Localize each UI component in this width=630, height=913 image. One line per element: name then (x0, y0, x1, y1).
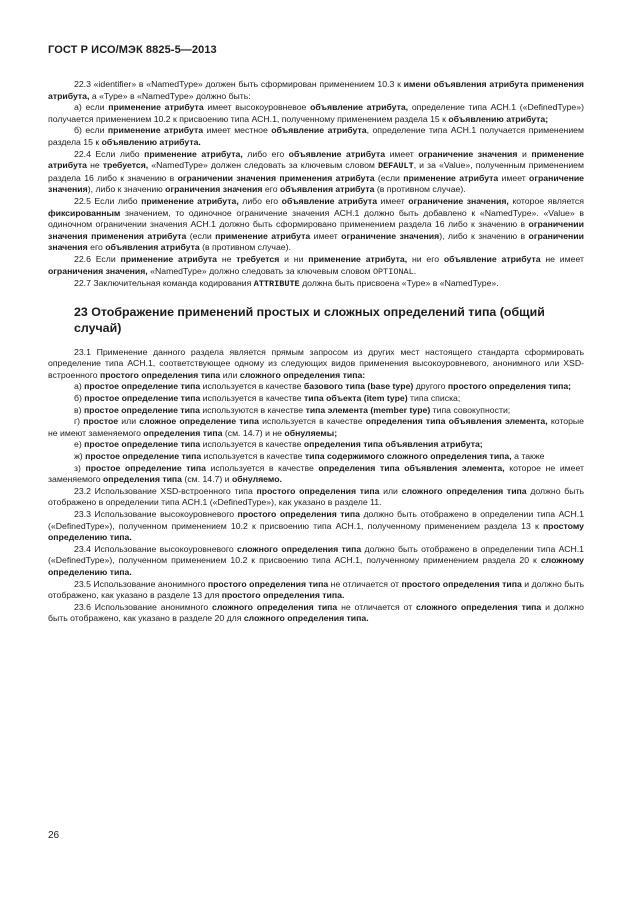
paragraph (48, 102, 584, 125)
text-run: или (118, 416, 140, 427)
paragraph (48, 405, 584, 417)
bold-term: ограничение значения, (408, 195, 509, 206)
bold-term: объявлению атрибута; (448, 113, 549, 124)
text-run: 23.5 Использование анонимного (74, 578, 208, 589)
bold-term: требуется, (102, 160, 149, 171)
bold-term: ограничении значения (48, 230, 584, 253)
text-run: 22.4 Если либо (74, 148, 145, 159)
text-run: ), либо к значению в (439, 230, 529, 241)
bold-term: применение атрибута (403, 172, 499, 183)
bold-term: определения типа (102, 474, 183, 485)
bold-term: простого определения типа. (221, 590, 345, 601)
text-run: а) если (74, 102, 109, 113)
bold-term: имени объявления атрибута применения атрибута, (48, 79, 584, 101)
paragraph (48, 544, 584, 579)
bold-term: сложного определения типа (416, 601, 542, 612)
text-run: (в противном случае). (374, 184, 466, 195)
bold-term: простого определения типа; (447, 381, 572, 392)
paragraph (48, 393, 584, 405)
keyword: ATTRIBUTE (253, 279, 300, 290)
text-run: другого (413, 381, 448, 392)
bold-term: объявление атрибута (443, 253, 541, 264)
text-run: не отличается от (337, 601, 417, 612)
text-run: используется в качестве (200, 393, 305, 404)
bold-term: ограничение значения (48, 172, 584, 195)
bold-term: ограничения значения, (48, 265, 148, 276)
bold-term: фиксированным (48, 207, 121, 218)
text-run: не (87, 160, 103, 171)
text-run: б) (74, 393, 85, 404)
paragraph (48, 509, 584, 544)
bold-term: типа объекта (item type) (304, 393, 408, 404)
text-run: е) (74, 439, 85, 450)
bold-term: требуется (236, 253, 280, 264)
bold-term: простое определение типа (84, 381, 201, 392)
bold-term: объявления атрибута (279, 184, 375, 195)
text-run: используются в качестве (200, 404, 306, 415)
text-run: и должно быть отображено, как указано в разделе 13 для (48, 578, 584, 601)
document-header-title: ГОСТ Р ИСО/МЭК 8825-5—2013 (48, 44, 217, 56)
text-run: используется в качестве (205, 462, 319, 473)
text-run: 23.3 Использование высокоуровневого (74, 509, 238, 519)
text-run: имеет (498, 172, 530, 183)
text-run: не имеет (540, 253, 584, 264)
text-run: (см. 14.7) и не (222, 427, 285, 438)
paragraph (48, 278, 584, 291)
bold-term: объявлению атрибута. (101, 136, 201, 147)
bold-term: сложное определение типа (139, 416, 259, 427)
bold-term: применение атрибута (120, 253, 217, 264)
bold-term: применение атрибута, (141, 195, 239, 206)
text-run: должно быть отображено в определении типа АСН.1 («DefinedType»), как указано в разделе 11. (48, 485, 584, 508)
text-run: 22.6 Если (74, 253, 121, 264)
text-run: . (413, 265, 417, 276)
paragraph (48, 149, 584, 196)
text-run: типа совокупности; (430, 404, 511, 415)
text-run: «NamedType» должно следовать за ключевым словом (147, 265, 373, 276)
text-run: имеет высокоуровневое (203, 102, 311, 113)
bold-term: сложного определения типа. (243, 613, 369, 624)
bold-term: ограничении значения применения атрибута (177, 172, 375, 183)
text-run: 23.4 Использование высокоуровневого (74, 543, 237, 554)
paragraph (48, 347, 584, 382)
bold-term: объявления атрибута (105, 242, 200, 253)
paragraph (48, 486, 584, 509)
paragraph (48, 196, 584, 254)
bold-term: обнуляемо. (231, 474, 282, 485)
bold-term: ограничении значения применения атрибута (48, 219, 584, 241)
paragraph (48, 439, 584, 451)
bold-term: простое определение типа (85, 462, 206, 473)
bold-term: обнуляемы; (284, 427, 338, 438)
keyword: DEFAULT (377, 161, 414, 172)
paragraph (48, 579, 584, 602)
text-run: используется в качестве (201, 451, 305, 462)
text-run: в) (74, 404, 84, 415)
bold-term: определения типа объявления элемента, (365, 416, 548, 427)
text-run: а также (511, 451, 545, 462)
text-run: не (217, 253, 237, 264)
bold-term: типа содержимого сложного определения типа, (304, 451, 512, 462)
page-number: 26 (48, 830, 60, 841)
text-run: (в противном случае). (199, 242, 291, 253)
text-run: 22.5 Если либо (74, 195, 142, 206)
text-run: имеет (310, 230, 342, 241)
text-run: либо его (238, 195, 282, 206)
paragraph (48, 254, 584, 278)
text-run: (если (374, 172, 404, 183)
bold-term: простого определения типа (256, 485, 380, 496)
text-run: , и за «Value», полученным применением раздела 16 либо к значению в (48, 160, 584, 183)
bold-term: простого определения типа (237, 509, 360, 519)
text-run: б) если (74, 125, 108, 136)
text-run: не отличается от (328, 578, 402, 589)
text-run: (если (186, 230, 216, 241)
bold-term: определения типа объявления элемента, (318, 462, 505, 473)
text-run: его (87, 242, 106, 253)
text-run: ж) (74, 451, 86, 462)
text-run: 23.2 Использование XSD-встроенного типа (74, 485, 257, 496)
text-run: , определение типа АСН.1 получается применением раздела 15 к (48, 125, 584, 147)
bold-term: простое определение типа (85, 451, 202, 462)
paragraph (48, 125, 584, 148)
bold-term: объявление атрибута (288, 148, 386, 159)
text-run: имеет местное (203, 125, 272, 136)
paragraph (48, 463, 584, 486)
bold-term: простое определение типа (84, 439, 201, 450)
bold-term: простого определения типа (100, 369, 221, 380)
bold-term: простое определение типа (83, 404, 200, 415)
text-run: 23.1 Применение данного раздела является прямым запросом из других мест настоящего стандарта сформировать определение типа АСН.1, соответствующее одному из следующих видов применения высокоуровневого, анонимного или XSD-встроенного (48, 346, 584, 380)
bold-term: ограничение значения (418, 148, 518, 159)
bold-term: простого определения типа (207, 578, 329, 589)
text-run: а) (74, 381, 85, 392)
text-run: имеет (377, 195, 409, 206)
text-run: и (517, 148, 532, 159)
bold-term: применение атрибута (215, 230, 311, 241)
text-run: г) (74, 416, 84, 427)
bold-term: базового типа (base type) (303, 381, 414, 392)
bold-term: сложного определения типа: (239, 369, 366, 380)
text-run: ни его (407, 253, 444, 264)
text-run: должна быть присвоена «Type» в «NamedType». (299, 278, 499, 289)
text-run: (см. 14.7) и (182, 474, 232, 485)
text-run: используется в качестве (258, 416, 366, 427)
bold-term: сложного определения типа (212, 601, 338, 612)
bold-term: сложному определению типа. (48, 555, 584, 577)
bold-term: сложного определения типа (401, 485, 527, 496)
text-run: либо его (242, 148, 289, 159)
text-run: определение типа АСН.1 («DefinedType») получается применением 10.2 к присвоению типа АСН.1, полученному применением раздела 15 к (48, 102, 584, 124)
text-run: 22.7 Заключительная команда кодирования (74, 278, 254, 289)
text-run: используется в качестве (200, 381, 304, 392)
text-run: з) (74, 462, 86, 473)
text-run: 22.3 «identifier» в «NamedType» должен быть сформирован применением 10.3 к (74, 79, 404, 89)
bold-term: применение атрибута (108, 102, 204, 113)
bold-term: объявление атрибута (271, 125, 367, 136)
text-run: которые не имеют заменяемого (48, 416, 584, 438)
keyword: OPTIONAL (372, 266, 414, 277)
paragraph (48, 416, 584, 439)
text-run: и ни (279, 253, 309, 264)
bold-term: применение атрибута, (144, 148, 243, 159)
text-run: или (379, 485, 402, 496)
paragraph (48, 381, 584, 393)
paragraph (48, 602, 584, 625)
bold-term: определения типа (143, 427, 223, 438)
bold-term: ограничение значения (341, 230, 440, 241)
text-run: 23.6 Использование анонимного (74, 601, 213, 612)
bold-term: простое определение типа (84, 393, 201, 404)
text-run: типа списка; (407, 393, 461, 404)
bold-term: простому определению типа. (48, 520, 584, 543)
bold-term: объявление атрибута, (310, 102, 409, 113)
text-run: или (220, 369, 240, 380)
clause-22-paragraphs (48, 79, 584, 291)
paragraph (48, 79, 584, 102)
text-run: значением, то одиночное ограничение значения АСН.1 должно быть добавлено к «NamedType». «Value» в одиночном ограничении значения АСН.1 должно быть сформировано применением раздела 16 либо к значению в (48, 207, 584, 230)
bold-term: ограничения значения (165, 184, 263, 195)
bold-term: применение атрибута, (308, 253, 408, 264)
clause-23-paragraphs (48, 347, 584, 625)
text-run: должно быть отображено в определении типа АСН.1 («DefinedType»), полученном применением 10.2 к присвоению типа АСН.1, полученному применением раздела 20 к (48, 543, 584, 566)
text-run: ), либо к значению (87, 184, 166, 195)
bold-term: применение атрибута (107, 125, 204, 136)
text-run: должно быть отображено в определении типа АСН.1 («DefinedType»), полученном применением 10.2 к присвоению типа АСН.1, полученному применением раздела 13 к (48, 509, 584, 531)
section-title: 23 Отображение применений простых и сложных определений типа (общий случай) (74, 304, 545, 335)
bold-term: сложного определения типа (237, 543, 362, 554)
bold-term: применение атрибута (48, 148, 584, 171)
text-run: имеет (385, 148, 419, 159)
text-run: и должно быть отображено, как указано в разделе 20 для (48, 601, 585, 624)
paragraph (48, 451, 584, 463)
text-run: а «Type» в «NamedType» должно быть: (89, 90, 251, 101)
page-content (48, 79, 584, 625)
text-run: «NamedType» должен следовать за ключевым словом (148, 160, 378, 171)
bold-term: определения типа объявления атрибута; (303, 439, 483, 450)
text-run: его (262, 184, 280, 195)
bold-term: типа элемента (member type) (305, 404, 431, 415)
text-run: которое является (508, 195, 584, 206)
text-run: которое не имеет заменяемого (48, 462, 585, 485)
bold-term: объявление атрибута (281, 195, 378, 206)
text-run: используется в качестве (200, 439, 304, 450)
bold-term: простого определения типа (401, 578, 522, 589)
bold-term: простое (83, 416, 119, 427)
